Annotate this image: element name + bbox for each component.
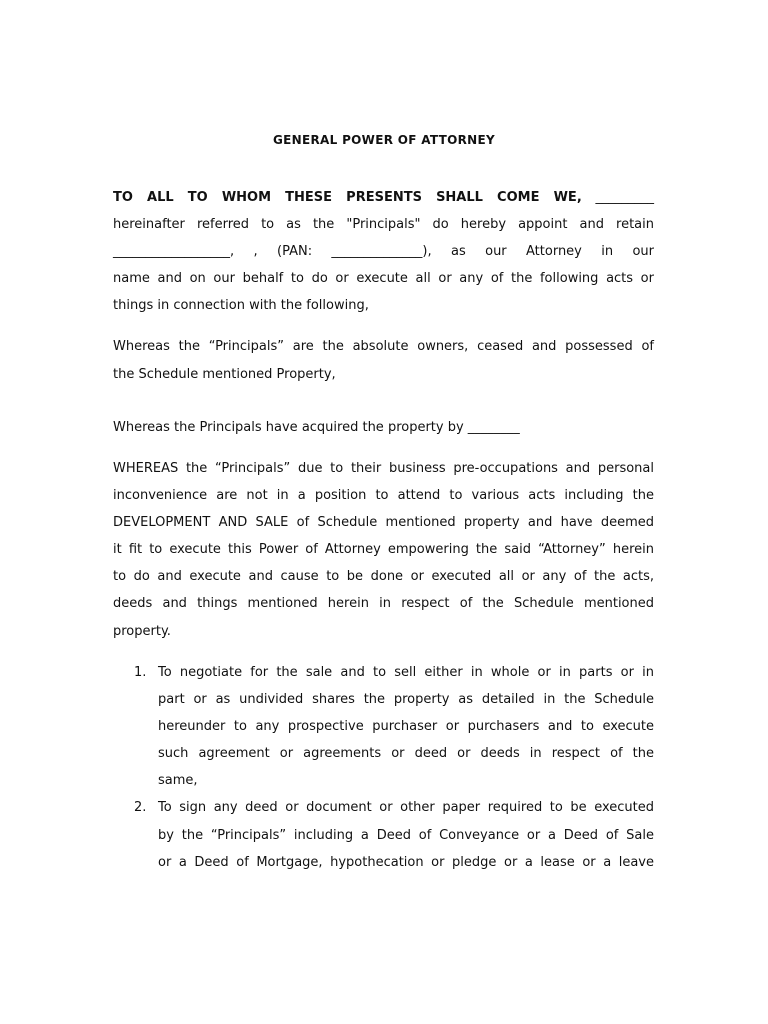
list-item-line: hereunder to any prospective purchaser or purchasers and to execute (158, 719, 654, 734)
document-title: GENERAL POWER OF ATTORNEY (273, 133, 495, 147)
whereas-business-line: it fit to execute this Power of Attorney empowering the said “Attorney” herein (113, 542, 654, 557)
list-item-number: 1. (134, 665, 147, 680)
whereas-business-line: property. (113, 624, 171, 639)
whereas-acquired-line: Whereas the Principals have acquired the property by ________ (113, 420, 520, 435)
list-item-line: such agreement or agreements or deed or deeds in respect of the (158, 746, 654, 761)
list-item-line: by the “Principals” including a Deed of Conveyance or a Deed of Sale (158, 828, 654, 843)
whereas-business-line: WHEREAS the “Principals” due to their business pre-occupations and personal (113, 461, 654, 476)
list-item-number: 2. (134, 800, 147, 815)
list-item-line: To negotiate for the sale and to sell either in whole or in parts or in (158, 665, 654, 680)
list-item-line: To sign any deed or document or other paper required to be executed (158, 800, 654, 815)
intro-heading-line (113, 188, 654, 208)
intro-heading: TO ALL TO WHOM THESE PRESENTS SHALL COME WE, (113, 190, 582, 205)
whereas-business-line: DEVELOPMENT AND SALE of Schedule mentioned property and have deemed (113, 515, 654, 530)
whereas-business-line: deeds and things mentioned herein in respect of the Schedule mentioned (113, 596, 654, 611)
intro-name-blank: _________ (595, 190, 654, 205)
list-item-line: or a Deed of Mortgage, hypothecation or pledge or a lease or a leave (158, 855, 654, 870)
list-item-line: same, (158, 773, 198, 788)
whereas-business-line: to do and execute and cause to be done or executed all or any of the acts, (113, 569, 654, 584)
intro-line: __________________, , (PAN: ______________), as our Attorney in our (113, 244, 654, 259)
list-item-line: part or as undivided shares the property as detailed in the Schedule (158, 692, 654, 707)
whereas-owners-line: Whereas the “Principals” are the absolute owners, ceased and possessed of (113, 339, 654, 354)
intro-line: name and on our behalf to do or execute all or any of the following acts or (113, 271, 654, 286)
whereas-business-line: inconvenience are not in a position to attend to various acts including the (113, 488, 654, 503)
intro-line: things in connection with the following, (113, 298, 369, 313)
whereas-owners-line: the Schedule mentioned Property, (113, 367, 336, 382)
intro-line: hereinafter referred to as the "Principals" do hereby appoint and retain (113, 217, 654, 232)
